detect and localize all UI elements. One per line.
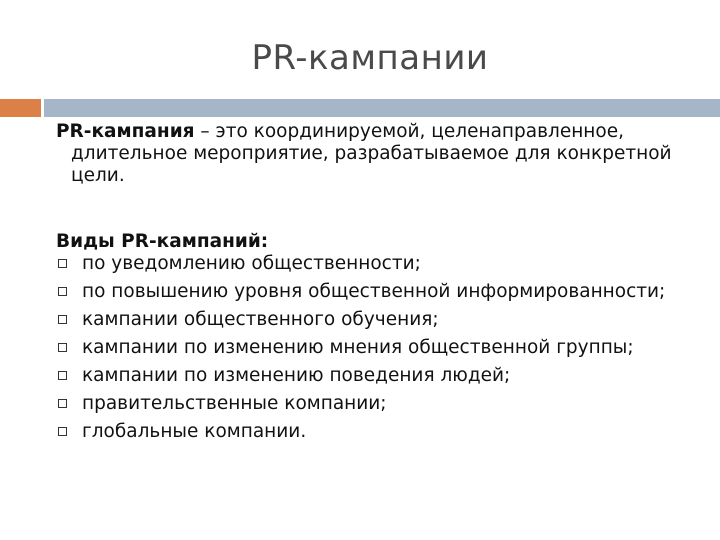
checkbox-outline-icon (58, 287, 67, 296)
checkbox-outline-icon (58, 343, 67, 352)
list-item (56, 253, 706, 275)
checkbox-outline-icon (58, 315, 67, 324)
list-item (56, 281, 706, 303)
list-item-text: кампании по изменению мнения общественной группы; (82, 337, 634, 358)
slide-content (56, 121, 706, 449)
list-item-text: глобальные компании. (82, 421, 307, 442)
list-heading-text: Виды PR-кампаний: (56, 231, 269, 252)
list-item-text: кампании общественного обучения; (82, 309, 439, 330)
slide-title: PR-кампании (251, 38, 489, 78)
list-item-text: правительственные компании; (82, 393, 387, 414)
checkbox-outline-icon (58, 259, 67, 268)
checkbox-outline-icon (58, 427, 67, 436)
list-item (56, 337, 706, 359)
definition-paragraph (56, 121, 706, 187)
list-heading (56, 231, 706, 253)
divider-accent-block (0, 99, 41, 117)
list-item-text: по повышению уровня общественной информированности; (82, 281, 666, 302)
list-item (56, 421, 706, 443)
list-item (56, 393, 706, 415)
checkbox-outline-icon (58, 399, 67, 408)
campaign-types-list (56, 253, 706, 443)
divider-bar (44, 99, 720, 117)
definition-text: – это координируемой, целенаправленное, длительное мероприятие, разрабатываемое для конкретной цели. (71, 121, 672, 186)
list-item (56, 309, 706, 331)
checkbox-outline-icon (58, 371, 67, 380)
list-item-text: по уведомлению общественности; (82, 253, 421, 274)
list-item-text: кампании по изменению поведения людей; (82, 365, 511, 386)
list-item (56, 365, 706, 387)
title-divider (0, 99, 720, 117)
spacer (56, 187, 706, 231)
definition-term: PR-кампания (56, 121, 195, 142)
